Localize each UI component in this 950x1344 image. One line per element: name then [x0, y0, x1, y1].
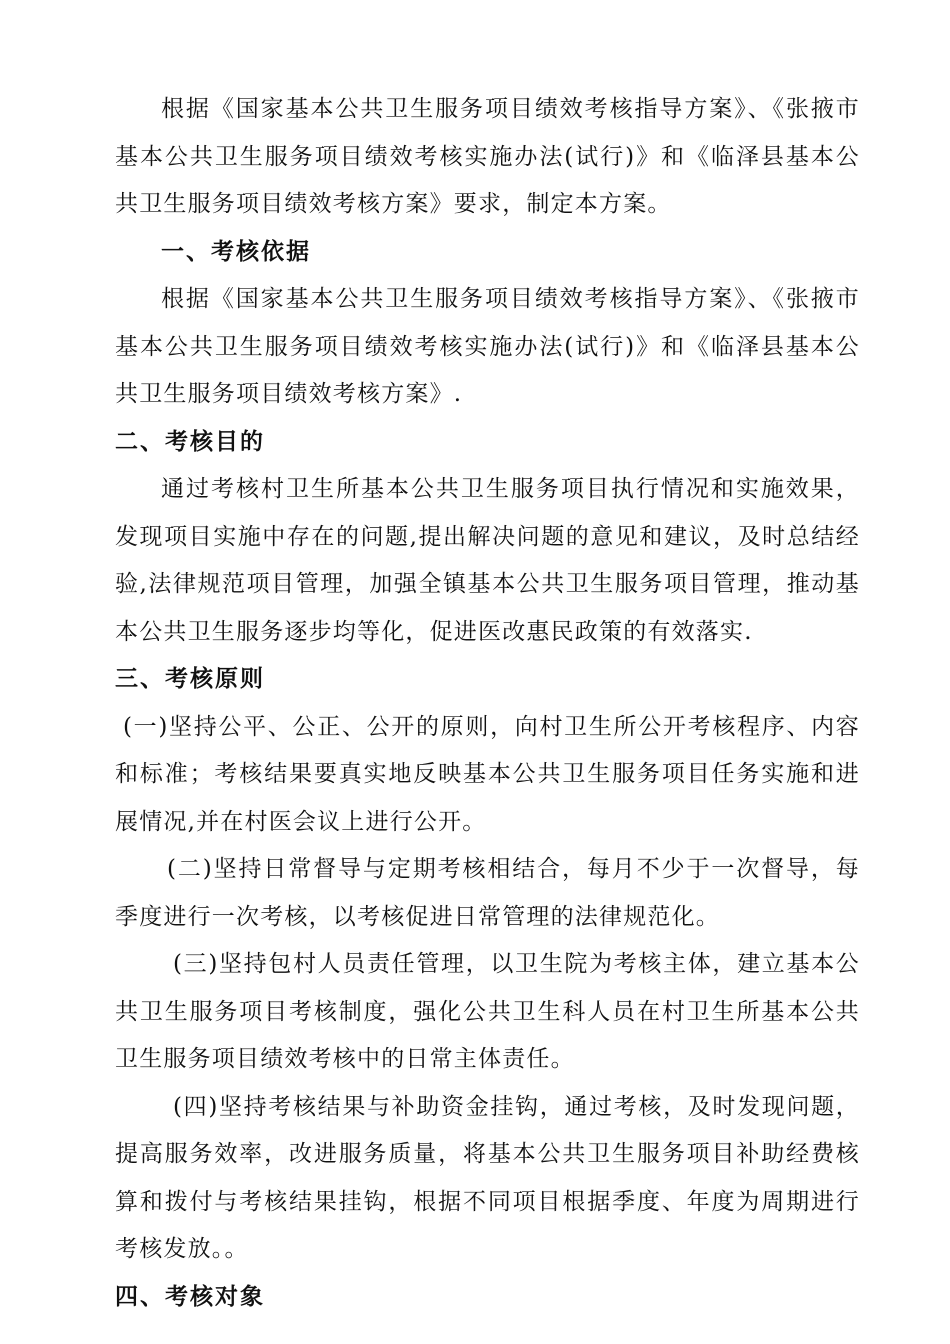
basis-paragraph: 根据《国家基本公共卫生服务项目绩效考核指导方案》、《张掖市基本公共卫生服务项目绩效考核实施办法(试行)》和《临泽县基本公共卫生服务项目绩效考核方案》. — [115, 286, 860, 407]
section-heading-basis: 一、考核依据 — [161, 238, 311, 265]
section-heading-targets: 四、考核对象 — [115, 1283, 265, 1310]
section-heading-principles: 三、考核原则 — [115, 666, 265, 692]
principle-paragraph-4: (四)坚持考核结果与补助资金挂钩，通过考核，及时发现问题，提高服务效率，改进服务质量，将基本公共卫生服务项目补助经费核算和拨付与考核结果挂钩，根据不同项目根据季度、年度为周期进行考核发放。。 — [115, 1093, 860, 1262]
principle-paragraph-3: (三)坚持包村人员责任管理，以卫生院为考核主体，建立基本公共卫生服务项目考核制度，强化公共卫生科人员在村卫生所基本公共卫生服务项目绩效考核中的日常主体责任。 — [115, 951, 860, 1072]
principle-paragraph-2: (二)坚持日常督导与定期考核相结合，每月不少于一次督导，每季度进行一次考核，以考核促进日常管理的法律规范化。 — [115, 856, 860, 930]
section-heading-purpose: 二、考核目的 — [115, 428, 265, 455]
principle-paragraph-1: (一)坚持公平、公正、公开的原则，向村卫生所公开考核程序、内容和标准；考核结果要真实地反映基本公共卫生服务项目任务实施和进展情况,并在村医会议上进行公开。 — [115, 713, 860, 835]
purpose-paragraph: 通过考核村卫生所基本公共卫生服务项目执行情况和实施效果，发现项目实施中存在的问题,提出解决问题的意见和建议，及时总结经验,法律规范项目管理，加强全镇基本公共卫生服务项目管理，推动基本公共卫生服务逐步均等化，促进医改惠民政策的有效落实. — [115, 476, 860, 645]
intro-paragraph: 根据《国家基本公共卫生服务项目绩效考核指导方案》、《张掖市基本公共卫生服务项目绩效考核实施办法(试行)》和《临泽县基本公共卫生服务项目绩效考核方案》要求，制定本方案。 — [115, 96, 860, 217]
document-body — [115, 86, 860, 1321]
